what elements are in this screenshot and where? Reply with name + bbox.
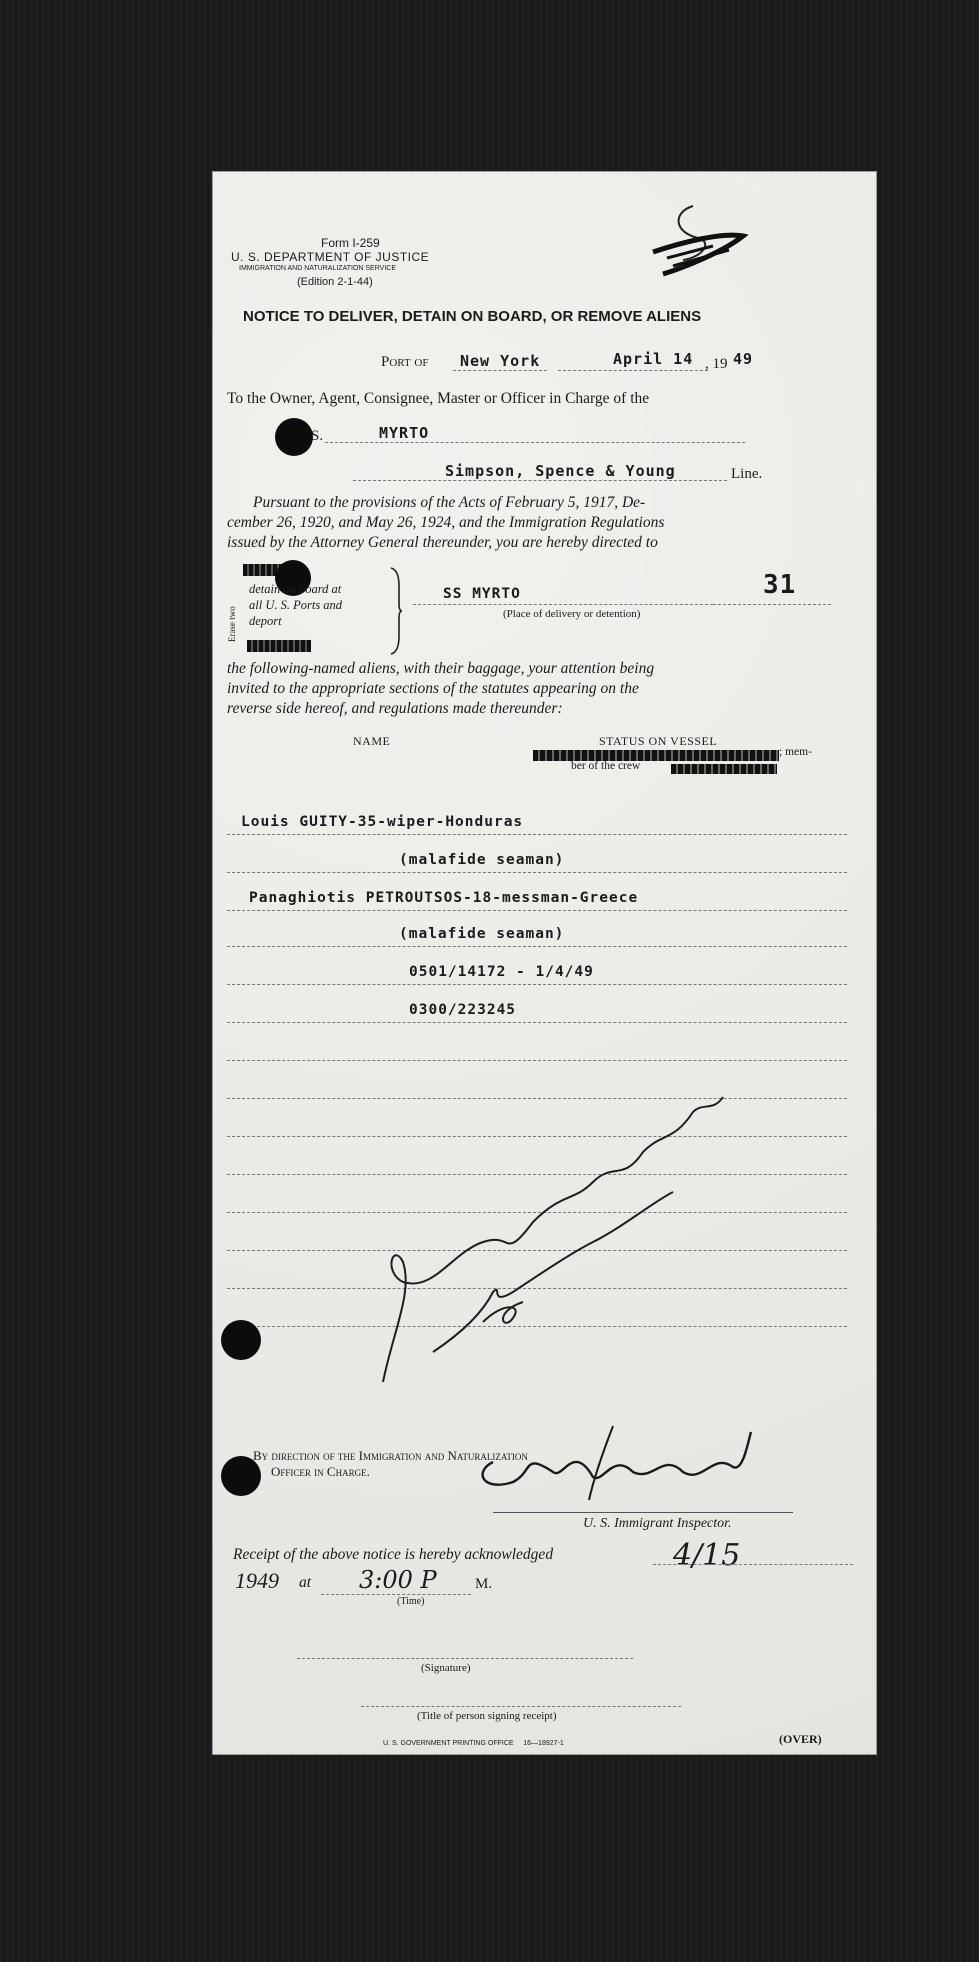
status-suffix: ; mem- (779, 746, 812, 758)
place-of-delivery: SS MYRTO (443, 586, 521, 602)
port-date: April 14 (613, 350, 694, 368)
alien-entry-2-status: (malafide seaman) (399, 926, 565, 942)
following-line-3: reverse side hereof, and regulations made thereunder: (227, 700, 563, 717)
year-prefix: , 19 (705, 356, 728, 372)
company-signature (373, 1092, 733, 1392)
receipt-year: 1949 (235, 1568, 279, 1593)
pursuant-line-1: Pursuant to the provisions of the Acts of February 5, 1917, De- (253, 494, 646, 511)
form-number: Form I-259 (321, 236, 380, 250)
to-line: To the Owner, Agent, Consignee, Master or Officer in Charge of the (227, 390, 650, 407)
vessel-prefix: S. (311, 428, 324, 444)
place-caption: (Place of delivery or detention) (503, 608, 641, 620)
line-company: Simpson, Spence & Young (445, 462, 676, 480)
name-column-header: NAME (353, 734, 391, 748)
title-caption: (Title of person signing receipt) (417, 1710, 557, 1722)
service: IMMIGRATION AND NATURALIZATION SERVICE (239, 265, 396, 272)
signature-caption: (Signature) (421, 1662, 471, 1674)
printer-line: U. S. GOVERNMENT PRINTING OFFICE 16—18927-1 (383, 1740, 564, 1747)
year-suffix: 49 (733, 350, 754, 368)
erase-two-label: Erase two (227, 606, 237, 642)
notice-number: 31 (763, 570, 797, 600)
crossed-out-remove (247, 640, 311, 652)
over-label: (OVER) (779, 1732, 822, 1746)
crossed-out-crew (671, 764, 777, 774)
vessel-name: MYRTO (379, 424, 430, 442)
following-line-2: invited to the appropriate sections of the statutes appearing on the (227, 680, 639, 697)
punch-hole (221, 1320, 261, 1360)
ports-option: all U. S. Ports and (249, 598, 343, 612)
alien-entry-1: Louis GUITY-35-wiper-Honduras (241, 814, 524, 830)
form-i-259 (213, 172, 876, 1754)
edition: (Edition 2-1-44) (297, 276, 373, 288)
alien-entry-1-status: (malafide seaman) (399, 852, 565, 868)
status-line-2: ber of the crew (571, 760, 641, 772)
deport-option: deport (249, 614, 282, 628)
port-label: Port of (381, 354, 429, 370)
pursuant-line-3: issued by the Attorney General thereunder, you are hereby directed to (227, 534, 658, 551)
inspector-signature (463, 1422, 753, 1502)
department: U. S. DEPARTMENT OF JUSTICE (231, 250, 430, 264)
direction-line-2: Officer in Charge. (271, 1464, 370, 1479)
punch-hole (221, 1456, 261, 1496)
bracket (389, 566, 403, 656)
direction-line-1: By direction of the Immigration and Naturalization (253, 1448, 528, 1463)
stamp-mark (643, 202, 753, 282)
time-caption: (Time) (397, 1596, 425, 1607)
receipt-m: M. (475, 1576, 493, 1592)
crossed-out-status (533, 750, 779, 761)
file-number-2: 0300/223245 (409, 1002, 517, 1018)
alien-entry-2: Panaghiotis PETROUTSOS-18-messman-Greece (249, 890, 639, 906)
receipt-text: Receipt of the above notice is hereby acknowledged (233, 1546, 554, 1563)
receipt-time-handwritten: 3:00 P (359, 1566, 437, 1594)
form-title: NOTICE TO DELIVER, DETAIN ON BOARD, OR REMOVE ALIENS (243, 308, 702, 325)
line-suffix: Line. (731, 466, 763, 482)
pursuant-line-2: cember 26, 1920, and May 26, 1924, and the Immigration Regulations (227, 514, 665, 531)
receipt-date-handwritten: 4/15 (673, 1538, 741, 1573)
inspector-caption: U. S. Immigrant Inspector. (583, 1516, 732, 1531)
detain-option: detain on board at (249, 582, 342, 596)
following-line-1: the following-named aliens, with their baggage, your attention being (227, 660, 655, 677)
file-number-1: 0501/14172 - 1/4/49 (409, 964, 594, 980)
status-column-header: STATUS ON VESSEL (599, 734, 718, 748)
port-name: New York (460, 352, 541, 370)
receipt-at: at (299, 1574, 312, 1591)
punch-hole (275, 418, 313, 456)
